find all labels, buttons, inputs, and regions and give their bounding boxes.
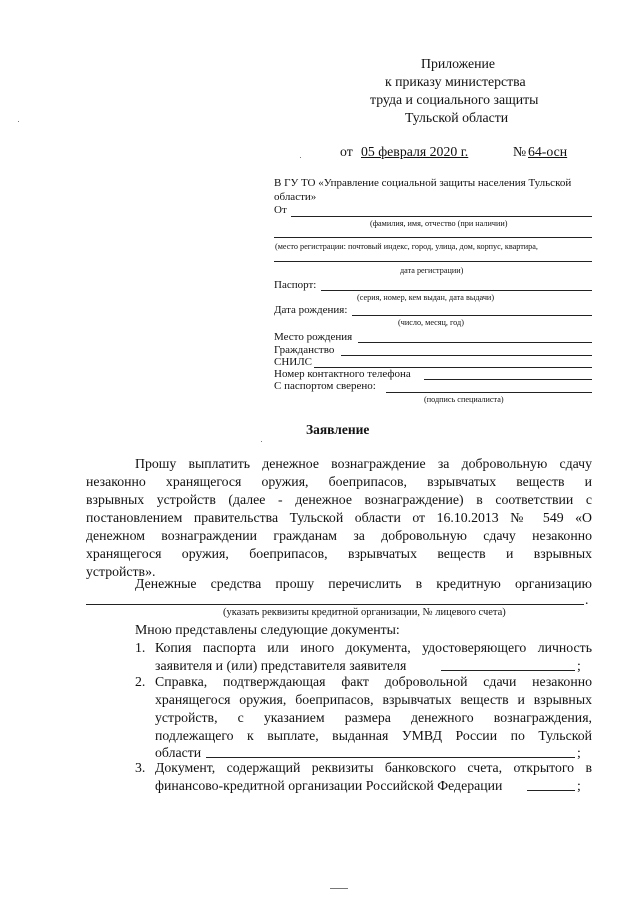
p1-line-3: взрывных устройств (далее - денежное вознаграждение) в соответствии с xyxy=(86,492,592,507)
birth-date-label: Дата рождения: xyxy=(274,304,348,316)
bank-details-hint: (указать реквизиты кредитной организации, № лицевого счета) xyxy=(223,607,506,618)
item-1-end: ; xyxy=(577,658,581,673)
item-3-line-1: Документ, содержащий реквизиты банковского счета, открытого в xyxy=(155,760,592,775)
p1-line-4: постановлением правительства Тульской области от 16.10.2013 № 549 «О xyxy=(86,510,592,525)
passport-label: Паспорт: xyxy=(274,279,317,291)
from-label: От xyxy=(274,204,287,216)
header-line-4: Тульской области xyxy=(405,110,509,125)
item-1-line-1: Копия паспорта или иного документа, удостоверяющего личность xyxy=(155,640,592,655)
scan-speck xyxy=(261,441,262,442)
verified-label: С паспортом сверено: xyxy=(274,380,376,392)
item-2-line-4: подлежащего к выплате, выданная УМВД России по Тульской xyxy=(155,728,592,743)
passport-field xyxy=(321,290,592,291)
registration-hint: (место регистрации: почтовый индекс, город, улица, дом, корпус, квартира, xyxy=(275,242,538,251)
verified-hint: (подпись специалиста) xyxy=(424,395,504,404)
scan-speck xyxy=(330,888,348,889)
docs-intro: Мною представлены следующие документы: xyxy=(135,622,400,637)
p1-line-2: незаконно хранящегося оружия, боеприпасов, взрывчатых веществ и xyxy=(86,474,592,489)
item-2-last-prefix: области xyxy=(155,745,202,760)
bank-details-field xyxy=(86,604,584,605)
registration-field-2 xyxy=(274,261,592,262)
verified-field xyxy=(386,392,592,393)
registration-date-hint: дата регистрации) xyxy=(400,266,464,275)
order-date-prefix: от xyxy=(340,144,353,159)
p1-line-6: хранящегося оружия, боеприпасов, взрывчатых веществ и взрывных xyxy=(86,546,592,561)
scan-speck xyxy=(300,157,301,158)
item-1-line-2: заявителя и (или) представителя заявителя xyxy=(155,658,407,673)
p2-end: . xyxy=(585,592,589,607)
birth-date-hint: (число, месяц, год) xyxy=(398,318,464,327)
header-line-2: к приказу министерства xyxy=(385,74,526,89)
snils-label: СНИЛС xyxy=(274,356,313,368)
order-date: 05 февраля 2020 г. xyxy=(361,144,469,159)
header-line-1: Приложение xyxy=(421,56,496,71)
phone-label: Номер контактного телефона xyxy=(274,368,411,380)
birth-place-label: Место рождения xyxy=(274,331,353,343)
item-3-number: 3. xyxy=(135,760,146,775)
item-2-end: ; xyxy=(577,745,581,760)
from-hint: (фамилия, имя, отчество (при наличии) xyxy=(370,219,508,228)
passport-hint: (серия, номер, кем выдан, дата выдачи) xyxy=(357,293,495,302)
item-1-field xyxy=(441,670,575,671)
registration-field xyxy=(274,237,592,238)
birth-date-field xyxy=(352,315,592,316)
p1-line-7: устройств». xyxy=(86,564,156,579)
citizenship-field xyxy=(341,355,592,356)
birth-place-field xyxy=(358,342,592,343)
document-title: Заявление xyxy=(306,422,370,437)
item-3-end: ; xyxy=(577,778,581,793)
item-2-number: 2. xyxy=(135,674,146,689)
item-2-line-1: Справка, подтверждающая факт добровольной сдачи незаконно xyxy=(155,674,592,689)
item-2-line-2: хранящегося оружия, боеприпасов, взрывчатых веществ и взрывных xyxy=(155,692,592,707)
order-number: 64-осн xyxy=(528,144,568,159)
item-2-field xyxy=(206,757,575,758)
header-line-3: труда и социального защиты xyxy=(370,92,539,107)
order-number-prefix: № xyxy=(513,144,527,159)
citizenship-label: Гражданство xyxy=(274,344,335,356)
p1-line-5: денежном вознаграждении гражданам за добровольную сдачу незаконно xyxy=(86,528,592,543)
scan-speck xyxy=(18,121,19,122)
item-3-field xyxy=(527,790,575,791)
p2-line-1: Денежные средства прошу перечислить в кредитную организацию xyxy=(135,576,592,591)
item-2-line-3: устройств, с указанием размера денежного вознаграждения, xyxy=(155,710,592,725)
item-3-line-2: финансово-кредитной организации Российской Федерации xyxy=(155,778,503,793)
recipient-line-2: области» xyxy=(274,191,317,203)
from-field xyxy=(291,216,592,217)
p1-line-1: Прошу выплатить денежное вознаграждение за добровольную сдачу xyxy=(135,456,592,471)
phone-field xyxy=(424,379,592,380)
recipient-line-1: В ГУ ТО «Управление социальной защиты населения Тульской xyxy=(274,177,572,189)
item-1-number: 1. xyxy=(135,640,146,655)
